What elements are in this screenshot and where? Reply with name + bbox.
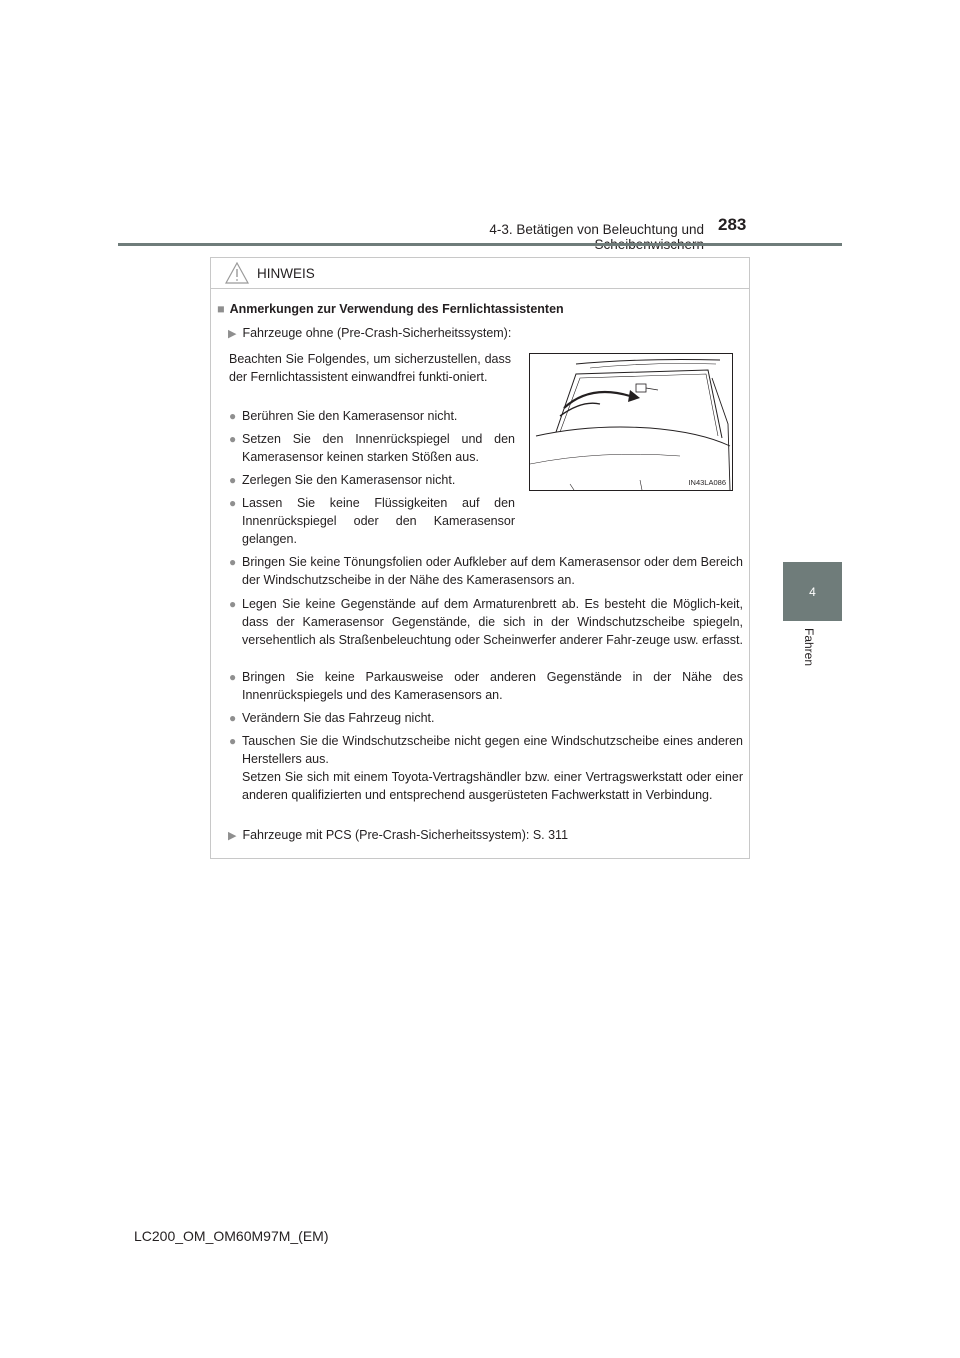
chapter-tab[interactable] — [783, 562, 842, 621]
notice-label: HINWEIS — [257, 265, 315, 281]
list-item: ● Tauschen Sie die Windschutzscheibe nicht gegen eine Windschutzscheibe eines anderen Herstellers aus. Setzen Sie sich mit einem Toyota-Vertragshändler bzw. einer Vertragswerkstatt oder einer anderen qualifizierten und entsprechend ausgerüsteten Fachwerkstatt in Verbindung. — [229, 734, 743, 802]
list-item: ● Berühren Sie den Kamerasensor nicht. — [229, 409, 458, 423]
triangle-bullet-icon: ▶ — [228, 830, 237, 842]
circle-bullet-icon: ● — [229, 473, 237, 487]
intro-paragraph: Beachten Sie Folgendes, um sicherzustellen, dass der Fernlichtassistent einwandfrei funkti-oniert. — [229, 352, 511, 384]
sub-heading-with-pcs-text: Fahrzeuge mit PCS (Pre-Crash-Sicherheitssystem): S. 311 — [242, 828, 569, 842]
warning-triangle-icon — [225, 262, 249, 284]
circle-bullet-icon: ● — [229, 597, 237, 611]
page-number: 283 — [718, 215, 747, 234]
list-item: ● Setzen Sie den Innenrückspiegel und den Kamerasensor keinen starken Stößen aus. — [229, 432, 515, 464]
circle-bullet-icon: ● — [229, 409, 237, 423]
notice-header — [211, 258, 749, 289]
circle-bullet-icon: ● — [229, 432, 237, 446]
windshield-illustration — [530, 354, 732, 490]
list-item: ● Verändern Sie das Fahrzeug nicht. — [229, 711, 435, 725]
triangle-bullet-icon: ▶ — [228, 328, 237, 340]
windshield-camera-figure — [529, 353, 733, 491]
list-item: ● Bringen Sie keine Tönungsfolien oder Aufkleber auf dem Kamerasensor oder dem Bereich der Windschutzscheibe in der Nähe des Kamerasensors an. — [229, 555, 743, 587]
list-item: ● Bringen Sie keine Parkausweise oder anderen Gegenstände in der Nähe des Innenrückspiegels und des Kamerasensors an. — [229, 670, 743, 702]
circle-bullet-icon: ● — [229, 711, 237, 725]
sub-heading-without-pcs — [228, 326, 511, 340]
circle-bullet-icon: ● — [229, 496, 237, 510]
circle-bullet-icon: ● — [229, 734, 237, 748]
sub-heading-without-pcs-text: Fahrzeuge ohne (Pre-Crash-Sicherheitssystem): — [242, 326, 512, 340]
list-item: ● Lassen Sie keine Flüssigkeiten auf den Innenrückspiegel oder den Kamerasensor gelangen. — [229, 496, 515, 546]
header-section-title: 4-3. Betätigen von Beleuchtung und — [489, 222, 704, 237]
chapter-number: 4 — [809, 584, 816, 599]
circle-bullet-icon: ● — [229, 555, 237, 569]
footer-doc-code: LC200_OM_OM60M97M_(EM) — [134, 1228, 329, 1244]
sub-heading-with-pcs — [228, 828, 568, 842]
list-item: ● Legen Sie keine Gegenstände auf dem Armaturenbrett ab. Es besteht die Möglich-keit, dass der Kamerasensor Gegenstände, die sich in der Windschutzscheibe spiegeln, versehentlich als Straßenbeleuchtung oder Scheinwerfer anderer Fahr-zeuge usw. erfasst. — [229, 597, 743, 647]
circle-bullet-icon: ● — [229, 670, 237, 684]
list-item: ● Zerlegen Sie den Kamerasensor nicht. — [229, 473, 456, 487]
header-rule — [118, 243, 842, 246]
square-bullet-icon: ■ — [217, 302, 225, 316]
notice-section-title — [217, 302, 564, 316]
notice-box — [210, 257, 750, 859]
figure-code: IN43LA086 — [688, 478, 726, 487]
chapter-label: Fahren — [802, 628, 816, 667]
notice-section-title-text: Anmerkungen zur Verwendung des Fernlichtassistenten — [229, 302, 564, 316]
